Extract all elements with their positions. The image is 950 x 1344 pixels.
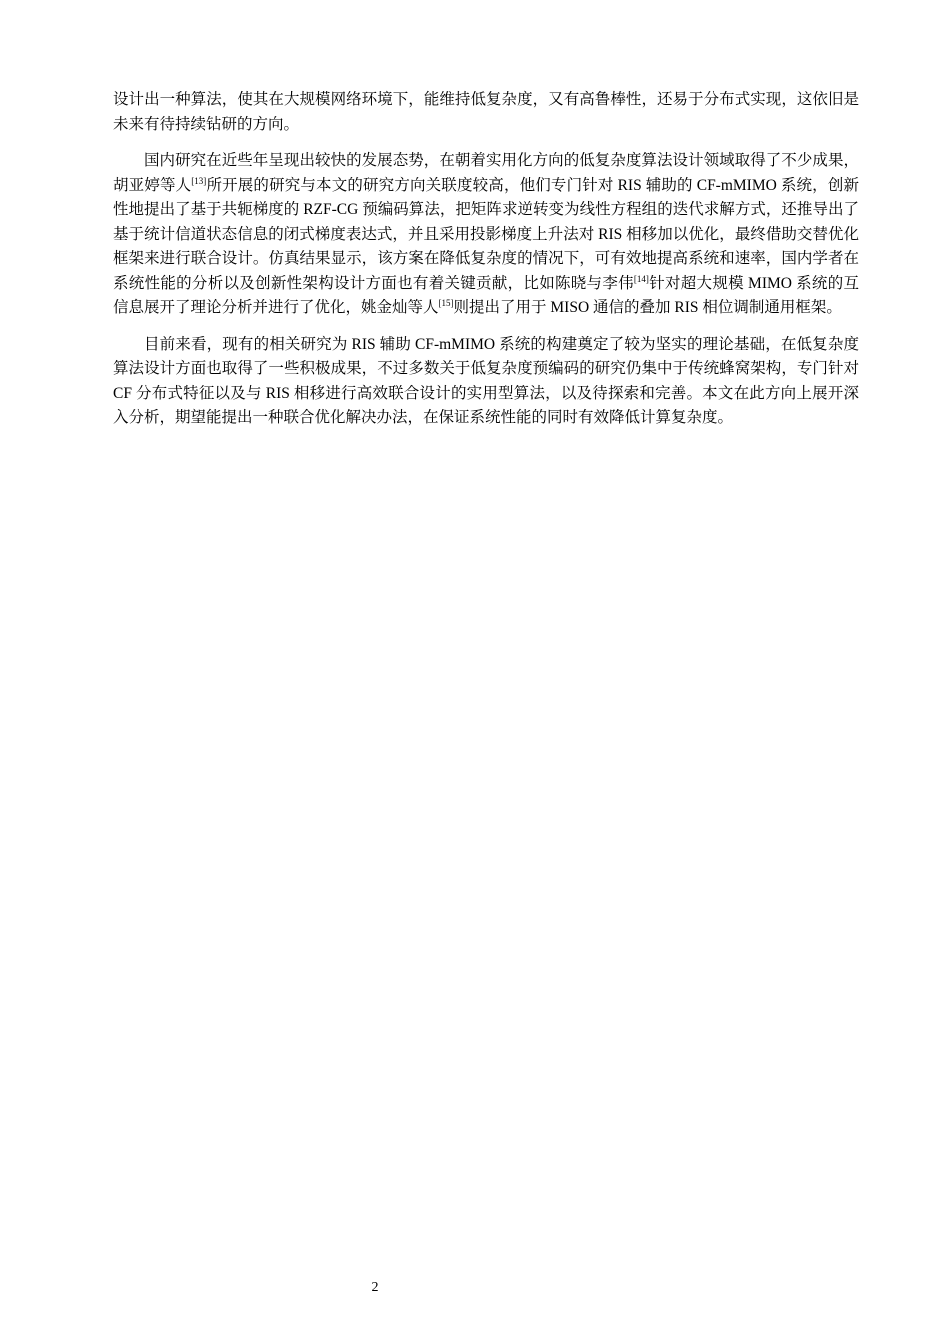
page-number: 2 [371,1280,379,1295]
paragraph-text: 所开展的研究与本文的研究方向关联度较高，他们专门针对 RIS 辅助的 CF-mMIMO 系统，创新性地提出了基于共轭梯度的 RZF-CG 预编码算法，把矩阵求逆转变为线性方程组的迭代求解方式，还推导出了基于统计信道状态信息的闭式梯度表达式，并且采用投影梯度上升法对 RIS 相移加以优化，最终借助交替优化框架来进行联合设计。仿真结果显示，该方案在降低复杂度的情况下，可有效地提高系统和速率，国内学者在系统性能的分析以及创新性架构设计方面也有着关键贡献，比如陈晓与李伟 [113,176,859,292]
body-text [113,88,859,443]
citation-marker: [13] [191,175,207,186]
paragraph-2 [113,149,859,321]
citation-marker: [14] [633,273,649,284]
paragraph-text: 国内研究在近些年呈现出较快的发展态势，在朝着实用化方向的低复杂度算法设计领域取得了不少成果，胡亚婷等人 [113,152,859,194]
paragraph-text: 目前来看，现有的相关研究为 RIS 辅助 CF-mMIMO 系统的构建奠定了较为坚实的理论基础，在低复杂度算法设计方面也取得了一些积极成果，不过多数关于低复杂度预编码的研究仍集中于传统蜂窝架构，专门针对 CF 分布式特征以及与 RIS 相移进行高效联合设计的实用型算法，以及待探索和完善。本文在此方向上展开深入分析，期望能提出一种联合优化解决办法，在保证系统性能的同时有效降低计算复杂度。 [113,335,859,426]
paragraph-text: 针对超大规模 MIMO 系统的互信息展开了理论分析并进行了优化，姚金灿等人 [113,274,859,316]
paragraph-text: 则提出了用于 MISO 通信的叠加 RIS 相位调制通用框架。 [453,299,842,316]
paragraph-text: 设计出一种算法，使其在大规模网络环境下，能维持低复杂度，又有高鲁棒性，还易于分布式实现，这依旧是未来有待持续钻研的方向。 [113,91,859,133]
citation-marker: [15] [438,298,454,308]
paragraph-3 [113,333,859,431]
paragraph-1 [113,88,859,137]
